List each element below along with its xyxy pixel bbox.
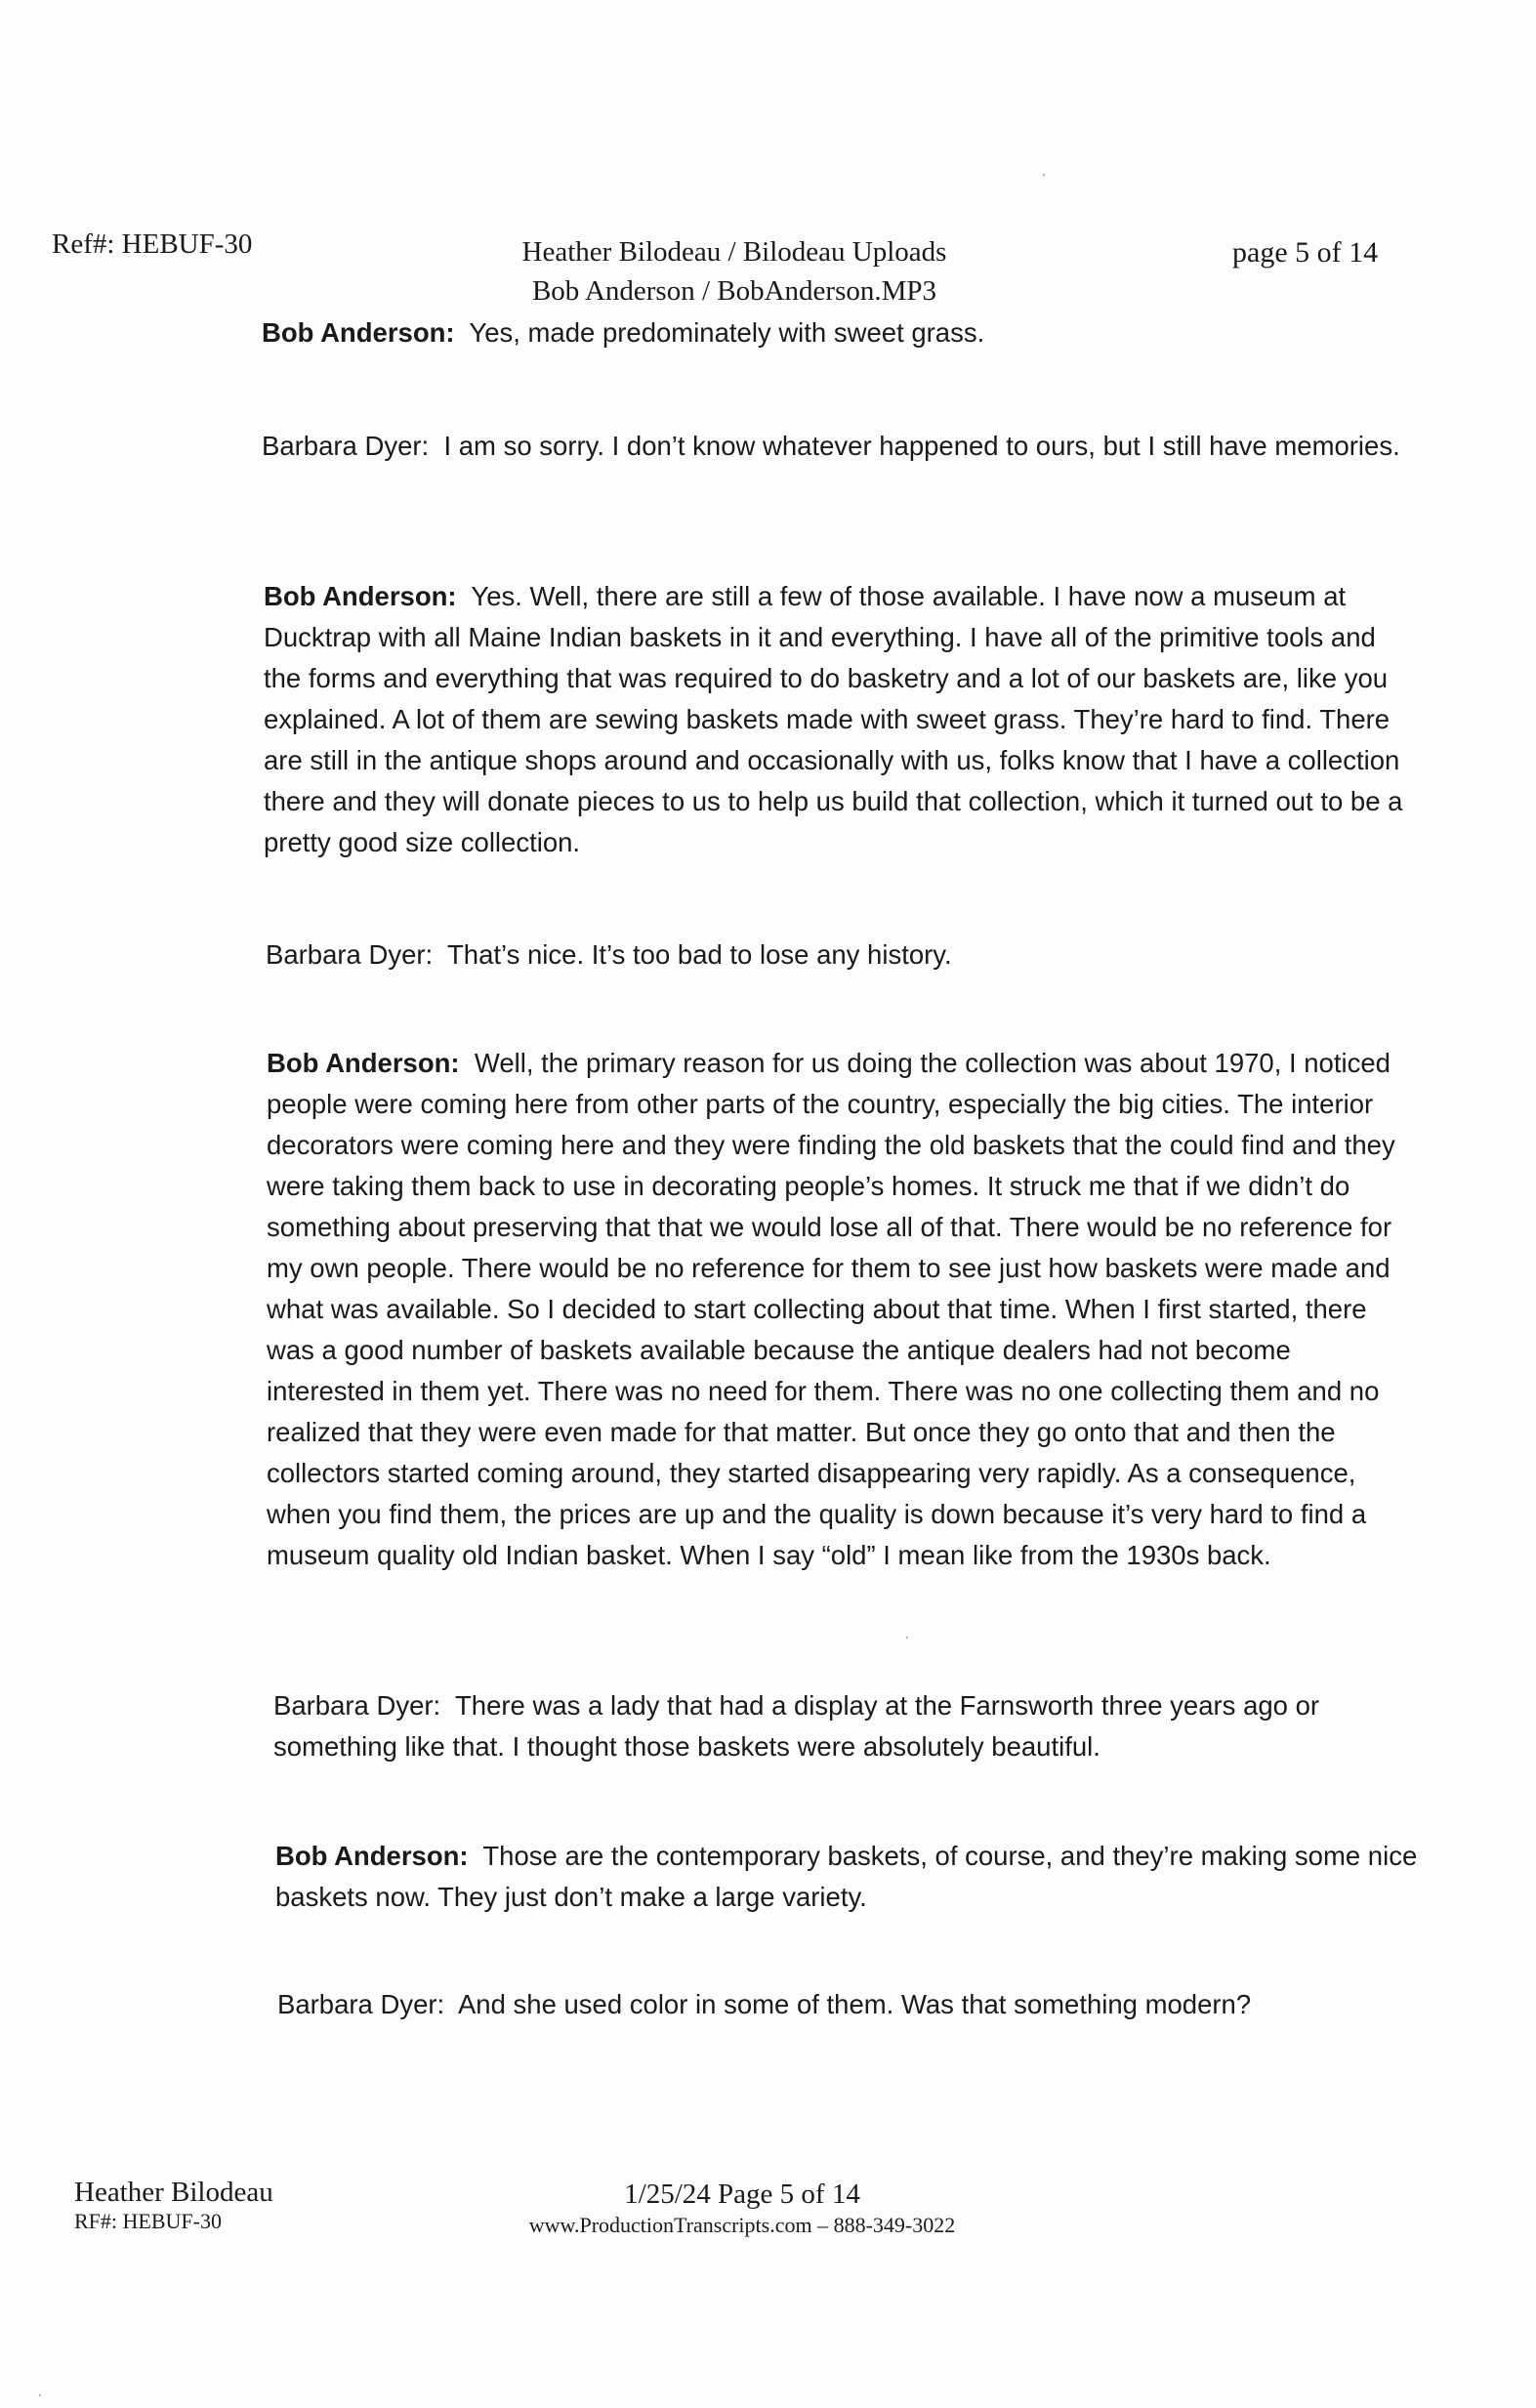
entry-text: There was a lady that had a display at the Farnsworth three years ago or something like that. I thought those baskets were absolutely beautiful. — [273, 1690, 1320, 1762]
footer-center — [449, 2179, 1035, 2241]
footer-name: Heather Bilodeau — [74, 2177, 273, 2208]
header-title — [441, 232, 1027, 311]
footer-ref: RF#: HEBUF-30 — [74, 2209, 222, 2233]
entry-text: Those are the contemporary baskets, of course, and they’re making some nice baskets now. They just don’t make a large variety. — [275, 1841, 1418, 1912]
entry-text: And she used color in some of them. Was that something modern? — [457, 1989, 1252, 2019]
entry-text: I am so sorry. I don’t know whatever happened to ours, but I still have memories. — [443, 431, 1400, 461]
transcript-entry — [275, 1836, 1418, 1918]
speaker-label: Barbara Dyer: — [277, 1989, 445, 2019]
transcript-entry — [267, 1043, 1409, 1576]
transcript-entry — [262, 312, 1404, 353]
footer-left — [74, 2178, 273, 2236]
transcript-entry — [277, 1984, 1420, 2025]
entry-text: That’s nice. It’s too bad to lose any history. — [446, 939, 952, 970]
transcript-entry — [273, 1685, 1416, 1767]
header-title-line2: Bob Anderson / BobAnderson.MP3 — [531, 275, 937, 307]
scan-speck — [39, 2394, 41, 2396]
entry-text: Well, the primary reason for us doing the collection was about 1970, I noticed people were coming here from other parts of the country, especially the big cities. The interior decorators were coming here and they were finding the old baskets that the could find and they were taking them back to use in decorating people’s homes. It struck me that if we didn’t do something about preserving that that we would lose all of that. There would be no reference for my own people. There would be no reference for them to see just how baskets were made and what was available. So I decided to start collecting about that time. When I first started, there was a good number of baskets available because the antique dealers had not become interested in them yet. There was no need for them. There was no one collecting them and no realized that they were even made for that matter. But once they go onto that and then the collectors started coming around, they started disappearing very rapidly. As a consequence, when you find them, the prices are up and the quality is down because it’s very hard to find a museum quality old Indian basket. When I say “old” I mean like from the 1930s back. — [267, 1048, 1395, 1570]
scan-speck — [906, 1637, 908, 1639]
header-ref: Ref#: HEBUF-30 — [52, 228, 253, 260]
footer-site: www.ProductionTranscripts.com – 888-349-3022 — [528, 2213, 956, 2237]
footer-date-page: 1/25/24 Page 5 of 14 — [624, 2179, 860, 2210]
transcript-entry — [264, 576, 1406, 863]
speaker-label: Barbara Dyer: — [273, 1690, 441, 1721]
speaker-label: Barbara Dyer: — [266, 939, 434, 970]
speaker-label: Bob Anderson: — [262, 317, 455, 348]
scan-speck — [1043, 174, 1045, 176]
entry-text: Yes, made predominately with sweet grass. — [469, 317, 985, 348]
speaker-label: Bob Anderson: — [264, 581, 457, 611]
header-page-number: page 5 of 14 — [1232, 236, 1379, 269]
speaker-label: Bob Anderson: — [275, 1841, 469, 1871]
transcript-entry — [262, 426, 1404, 467]
header-title-line1: Heather Bilodeau / Bilodeau Uploads — [521, 236, 947, 268]
transcript-entry — [266, 934, 1408, 976]
speaker-label: Bob Anderson: — [267, 1048, 460, 1078]
speaker-label: Barbara Dyer: — [262, 431, 430, 461]
entry-text: Yes. Well, there are still a few of those available. I have now a museum at Ducktrap with all Maine Indian baskets in it and everything. I have all of the primitive tools and the forms and everything that was required to do basketry and a lot of our baskets are, like you explained. A lot of them are sewing baskets made with sweet grass. They’re hard to find. There are still in the antique shops around and occasionally with us, folks know that I have a collection there and they will donate pieces to us to help us build that collection, which it turned out to be a pretty good size collection. — [264, 581, 1403, 857]
